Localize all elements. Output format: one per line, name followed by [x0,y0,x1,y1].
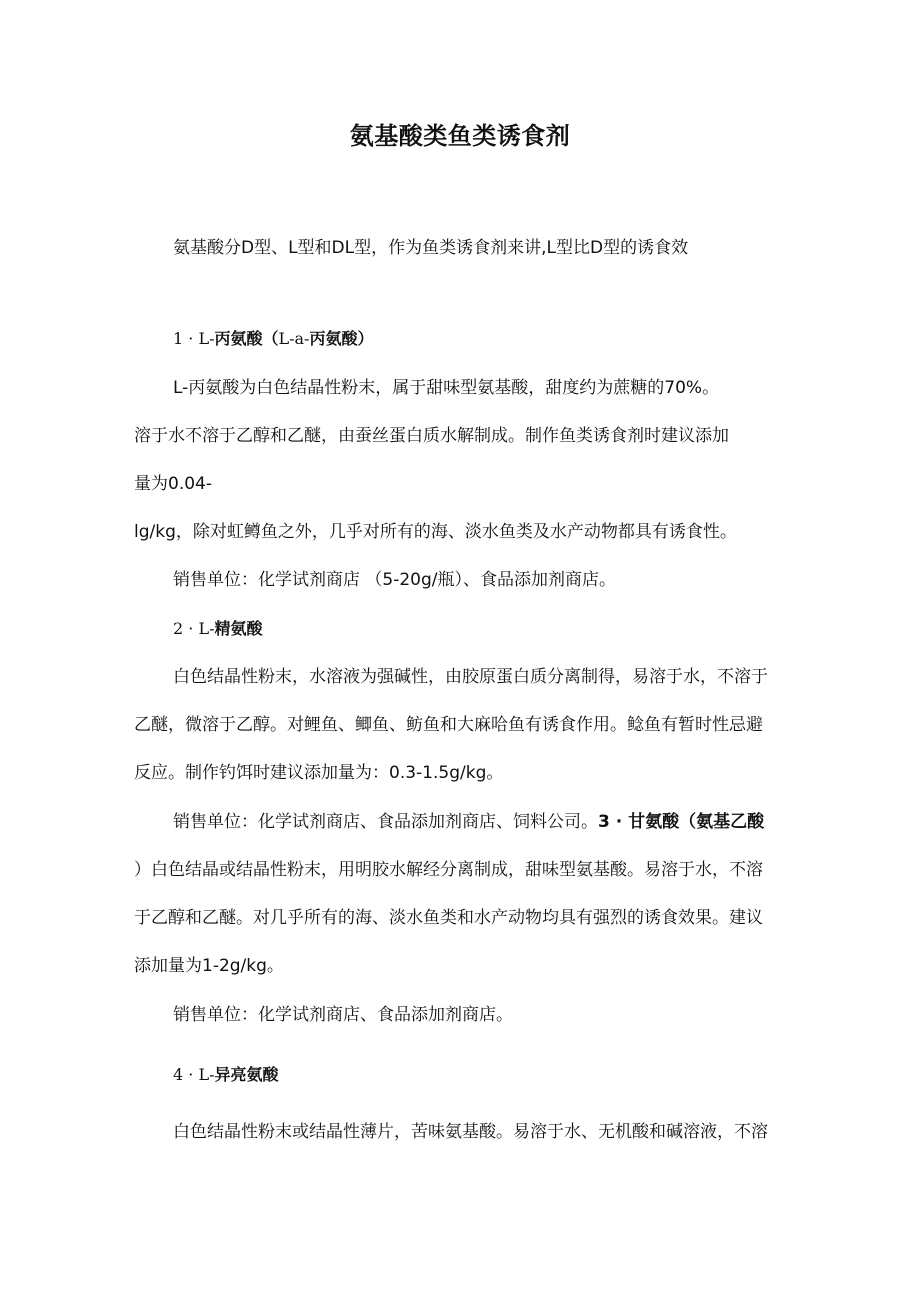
section-4-line: 白色结晶性粉末或结晶性薄片，苦味氨基酸。易溶于水、无机酸和碱溶液，不溶 [173,1122,768,1142]
section-2-heading-text: 精氨酸 [214,619,263,638]
section-4-heading-text: 异亮氨酸 [214,1065,279,1084]
section-1-heading-text: 丙氨酸（ [214,329,279,348]
section-1-heading-num2: L-a- [278,329,310,348]
section-1-line: 溶于水不溶于乙醇和乙醚，由蚕丝蛋白质水解制成。制作鱼类诱食剂时建议添加 [134,426,729,446]
section-1-line: lg/kg，除对虹鳟鱼之外，几乎对所有的海、淡水鱼类及水产动物都具有诱食性。 [134,522,737,542]
section-3-line: 于乙醇和乙醚。对几乎所有的海、淡水鱼类和水产动物均具有强烈的诱食效果。建议 [134,908,763,928]
section-2-heading [173,617,262,641]
section-2-heading-num: 2 · L- [173,619,215,638]
section-1-heading-num: 1 · L- [173,329,215,348]
section-1-heading-text2: 丙氨酸） [309,329,374,348]
section-2-line: 乙醚，微溶于乙醇。对鲤鱼、鲫鱼、鲂鱼和大麻哈鱼有诱食作用。鲶鱼有暂时性忌避 [134,715,763,735]
section-4-heading [173,1063,278,1087]
section-3-sales: 销售单位：化学试剂商店、食品添加剂商店。 [173,1005,513,1025]
section-1-line: 量为0.04- [134,474,212,494]
section-2-sales-text: 销售单位：化学试剂商店、食品添加剂商店、饲料公司。 [173,812,598,832]
section-1-line: L-丙氨酸为白色结晶性粉末，属于甜味型氨基酸，甜度约为蔗糖的70%。 [173,378,720,398]
section-3-line: ）白色结晶或结晶性粉末，用明胶水解经分离制成，甜味型氨基酸。易溶于水，不溶 [134,860,763,880]
section-2-sales [173,810,764,834]
intro-paragraph: 氨基酸分D型、L型和DL型，作为鱼类诱食剂来讲,L型比D型的诱食效 [173,238,689,258]
section-1-sales: 销售单位：化学试剂商店 （5-20g/瓶）、食品添加剂商店。 [173,570,617,590]
section-1-heading [173,327,373,351]
section-2-line: 白色结晶性粉末，水溶液为强碱性，由胶原蛋白质分离制得，易溶于水，不溶于 [173,667,768,687]
document-title: 氨基酸类鱼类诱食剂 [349,122,571,150]
section-3-line: 添加量为1-2g/kg。 [134,956,284,976]
section-2-line: 反应。制作钓饵时建议添加量为：0.3-1.5g/kg。 [134,763,504,783]
section-4-heading-num: 4 · L- [173,1065,215,1084]
section-3-heading: 3 · 甘氨酸（氨基乙酸 [598,812,765,832]
